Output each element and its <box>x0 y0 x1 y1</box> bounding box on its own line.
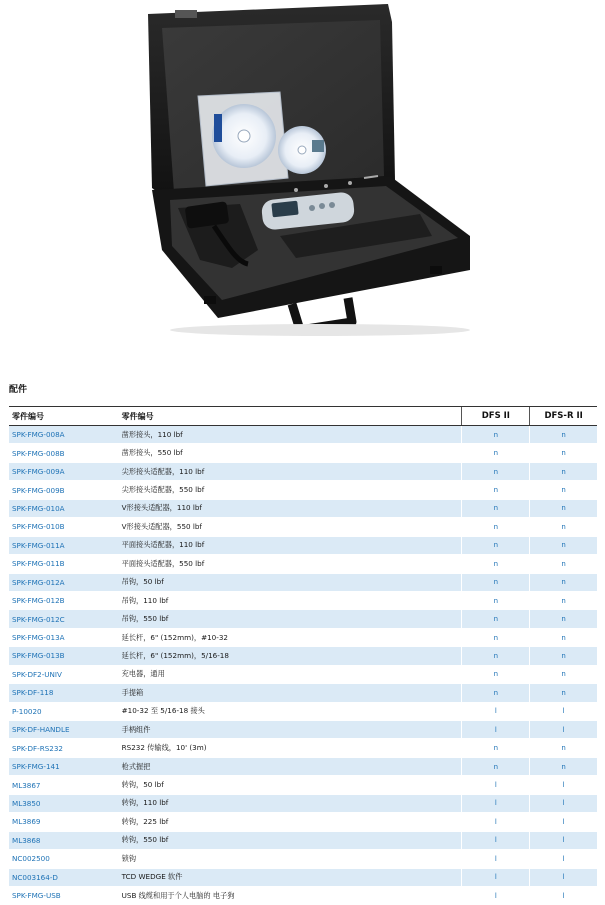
dfs-ii-cell: l <box>461 813 529 830</box>
description-cell: 手提箱 <box>117 684 462 701</box>
dfs-ii-cell: l <box>461 832 529 849</box>
dfs-ii-cell: n <box>461 537 529 554</box>
dfs-r-ii-cell: n <box>529 518 597 535</box>
description-cell: 尖形接头适配器，110 lbf <box>117 463 462 480</box>
part-number-cell: SPK-DF-HANDLE <box>9 721 117 738</box>
dfs-r-ii-cell: n <box>529 574 597 591</box>
table-row <box>9 739 597 757</box>
dfs-ii-cell: l <box>461 776 529 793</box>
part-number-cell: SPK-DF2-UNIV <box>12 669 62 679</box>
description-cell: 吊钩，110 lbf <box>121 595 169 605</box>
header-dfs-ii: DFS II <box>461 407 529 425</box>
table-row <box>9 832 597 850</box>
part-number-cell: SPK-FMG-USB <box>12 891 61 901</box>
dfs-ii-cell: n <box>461 426 529 443</box>
description-cell: 凿形接头，550 lbf <box>121 448 183 458</box>
table-row <box>9 666 597 684</box>
description-cell: 转钩，225 lbf <box>121 816 169 826</box>
part-number-cell: SPK-FMG-010B <box>12 522 65 532</box>
description-cell: 手柄组件 <box>117 721 462 738</box>
description-cell: 枪式握把 <box>117 758 462 775</box>
table-row <box>9 813 597 831</box>
dfs-r-ii-cell: n <box>529 537 597 554</box>
description-cell: 延长杆，6" (152mm)，5/16-18 <box>117 647 462 664</box>
dfs-ii-cell: n <box>461 739 529 756</box>
dfs-r-ii-cell: n <box>529 555 597 572</box>
table-row <box>9 500 597 518</box>
table-row <box>9 426 597 444</box>
table-row <box>9 703 597 721</box>
part-number-cell: NC003164-D <box>9 869 117 886</box>
dfs-ii-cell: l <box>461 887 529 904</box>
section-title: 配件 <box>9 385 28 395</box>
description-cell: 锁钩 <box>121 853 137 863</box>
table-row <box>9 518 597 536</box>
part-number-cell: SPK-FMG-012A <box>9 574 117 591</box>
table-row <box>9 610 597 628</box>
part-number-cell: ML3850 <box>9 795 117 812</box>
description-cell: USB 线缆和用于个人电脑的 电子狗 <box>121 890 235 900</box>
table-row <box>9 850 597 868</box>
part-number-cell: SPK-FMG-012C <box>9 610 117 627</box>
dfs-r-ii-cell: n <box>529 592 597 609</box>
part-number-cell: SPK-FMG-008B <box>12 448 65 458</box>
dfs-r-ii-cell: n <box>529 739 597 756</box>
table-header-row <box>9 406 597 426</box>
part-number-cell: SPK-FMG-009B <box>12 485 65 495</box>
dfs-r-ii-cell: l <box>529 887 597 904</box>
description-cell: 转钩，110 lbf <box>117 795 462 812</box>
dfs-ii-cell: n <box>461 555 529 572</box>
table-row <box>9 574 597 592</box>
description-cell: 转钩，550 lbf <box>117 832 462 849</box>
part-number-cell: SPK-FMG-010A <box>9 500 117 517</box>
part-number-cell: NC002500 <box>12 854 50 864</box>
description-cell: 转钩，50 lbf <box>121 780 164 790</box>
table-row <box>9 463 597 481</box>
table-row <box>9 776 597 794</box>
dfs-r-ii-cell: l <box>529 813 597 830</box>
dfs-r-ii-cell: l <box>529 776 597 793</box>
part-number-cell: SPK-FMG-009A <box>9 463 117 480</box>
part-number-cell: SPK-FMG-012B <box>12 596 65 606</box>
dfs-ii-cell: l <box>461 795 529 812</box>
table-row <box>9 758 597 776</box>
description-cell: 凿形接头，110 lbf <box>117 426 462 443</box>
dfs-r-ii-cell: n <box>529 444 597 461</box>
table-row <box>9 537 597 555</box>
description-cell: 吊钩，50 lbf <box>117 574 462 591</box>
dfs-r-ii-cell: l <box>529 721 597 738</box>
description-cell: TCD WEDGE 软件 <box>117 869 462 886</box>
dfs-ii-cell: n <box>461 666 529 683</box>
dfs-ii-cell: n <box>461 592 529 609</box>
dfs-ii-cell: l <box>461 850 529 867</box>
dfs-ii-cell: n <box>461 647 529 664</box>
part-number-cell: SPK-DF-118 <box>9 684 117 701</box>
table-row <box>9 795 597 813</box>
dfs-ii-cell: n <box>461 463 529 480</box>
dfs-ii-cell: n <box>461 444 529 461</box>
table-row <box>9 481 597 499</box>
part-number-cell: ML3869 <box>12 817 41 827</box>
dfs-r-ii-cell: n <box>529 629 597 646</box>
table-row <box>9 869 597 887</box>
part-number-cell: P-10020 <box>12 706 42 716</box>
table-row <box>9 684 597 702</box>
dfs-ii-cell: n <box>461 684 529 701</box>
description-cell: 充电器，通用 <box>121 669 165 679</box>
table-row <box>9 592 597 610</box>
part-number-cell: ML3868 <box>9 832 117 849</box>
description-cell: 尖形接头适配器，550 lbf <box>121 485 205 495</box>
table-row <box>9 647 597 665</box>
accessories-table <box>9 406 597 905</box>
part-number-cell: SPK-FMG-011A <box>9 537 117 554</box>
dfs-ii-cell: n <box>461 574 529 591</box>
header-part-number: 零件编号 <box>12 411 44 421</box>
table-row <box>9 721 597 739</box>
dfs-r-ii-cell: n <box>529 647 597 664</box>
part-number-cell: SPK-FMG-008A <box>9 426 117 443</box>
dfs-r-ii-cell: n <box>529 666 597 683</box>
table-row <box>9 444 597 462</box>
dfs-r-ii-cell: n <box>529 481 597 498</box>
dfs-ii-cell: n <box>461 500 529 517</box>
part-number-cell: SPK-FMG-141 <box>9 758 117 775</box>
description-cell: #10-32 至 5/16-18 接头 <box>121 706 205 716</box>
dfs-ii-cell: n <box>461 481 529 498</box>
dfs-r-ii-cell: n <box>529 463 597 480</box>
description-cell: 吊钩，550 lbf <box>117 610 462 627</box>
dfs-r-ii-cell: n <box>529 426 597 443</box>
part-number-cell: SPK-FMG-013A <box>12 633 65 643</box>
dfs-ii-cell: n <box>461 518 529 535</box>
description-cell: 延长杆，6" (152mm)，#10-32 <box>121 632 228 642</box>
dfs-ii-cell: l <box>461 703 529 720</box>
part-number-cell: SPK-FMG-011B <box>12 559 65 569</box>
dfs-ii-cell: l <box>461 869 529 886</box>
part-number-cell: ML3867 <box>12 780 41 790</box>
dfs-r-ii-cell: l <box>529 850 597 867</box>
dfs-r-ii-cell: n <box>529 500 597 517</box>
description-cell: 平面接头适配器，550 lbf <box>121 558 205 568</box>
description-cell: 平面接头适配器，110 lbf <box>117 537 462 554</box>
dfs-r-ii-cell: l <box>529 869 597 886</box>
table-row <box>9 555 597 573</box>
dfs-r-ii-cell: l <box>529 703 597 720</box>
product-photo-carrying-case <box>0 0 605 360</box>
description-cell: V形接头适配器，550 lbf <box>121 521 202 531</box>
description-cell: RS232 传输线，10' (3m) <box>121 743 207 753</box>
dfs-r-ii-cell: n <box>529 610 597 627</box>
dfs-ii-cell: n <box>461 758 529 775</box>
dfs-ii-cell: n <box>461 629 529 646</box>
part-number-cell: SPK-DF-RS232 <box>12 743 63 753</box>
dfs-r-ii-cell: n <box>529 684 597 701</box>
header-dfs-r-ii: DFS-R II <box>529 407 597 425</box>
dfs-ii-cell: l <box>461 721 529 738</box>
description-cell: V形接头适配器，110 lbf <box>117 500 462 517</box>
table-row <box>9 629 597 647</box>
dfs-r-ii-cell: l <box>529 832 597 849</box>
part-number-cell: SPK-FMG-013B <box>9 647 117 664</box>
dfs-ii-cell: n <box>461 610 529 627</box>
dfs-r-ii-cell: n <box>529 758 597 775</box>
dfs-r-ii-cell: l <box>529 795 597 812</box>
header-description: 零件编号 <box>121 411 154 421</box>
